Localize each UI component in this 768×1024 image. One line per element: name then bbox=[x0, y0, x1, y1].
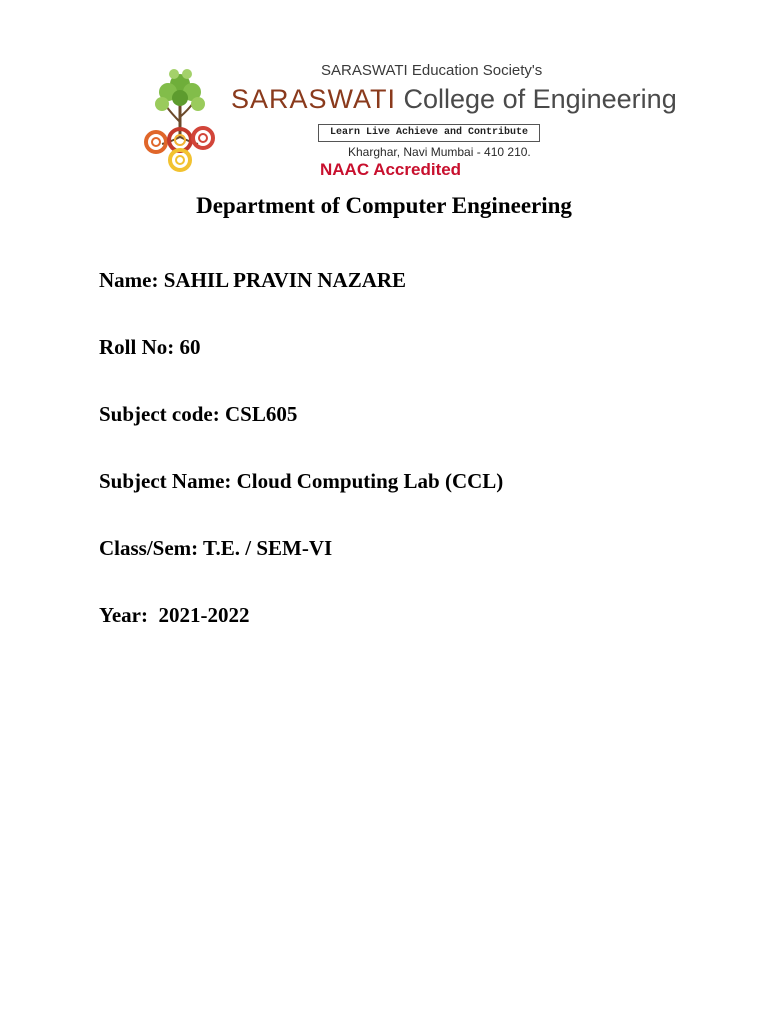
department-title: Department of Computer Engineering bbox=[196, 193, 572, 218]
subject-name-label: Subject Name: bbox=[99, 469, 232, 493]
student-details bbox=[99, 268, 503, 670]
subject-name-field bbox=[99, 469, 503, 536]
roll-no-field bbox=[99, 335, 503, 402]
tree-emblem-icon bbox=[140, 62, 220, 172]
roll-no-label: Roll No: bbox=[99, 335, 175, 359]
subject-code-label: Subject code: bbox=[99, 402, 220, 426]
class-sem-label: Class/Sem: bbox=[99, 536, 199, 560]
naac-accreditation: NAAC Accredited bbox=[320, 160, 462, 179]
year-value: 2021-2022 bbox=[153, 603, 250, 627]
subject-code-value: CSL605 bbox=[224, 402, 298, 426]
subject-code-field bbox=[99, 402, 503, 469]
college-name-rest: College of Engineering bbox=[396, 84, 677, 114]
college-tagline: Learn Live Achieve and Contribute bbox=[318, 124, 540, 142]
college-header bbox=[140, 56, 677, 186]
college-address: Kharghar, Navi Mumbai - 410 210. bbox=[348, 145, 531, 159]
year-label: Year: bbox=[99, 603, 148, 627]
society-name: SARASWATI Education Society's bbox=[321, 62, 543, 79]
class-sem-field bbox=[99, 536, 503, 603]
year-field bbox=[99, 603, 503, 670]
subject-name-value: Cloud Computing Lab (CCL) bbox=[236, 469, 504, 493]
name-field bbox=[99, 268, 503, 335]
roll-no-value: 60 bbox=[179, 335, 201, 359]
class-sem-value: T.E. / SEM-VI bbox=[203, 536, 333, 560]
college-name bbox=[231, 84, 677, 115]
name-value: SAHIL PRAVIN NAZARE bbox=[163, 268, 407, 292]
name-label: Name: bbox=[99, 268, 159, 292]
college-brand: SARASWATI bbox=[231, 84, 397, 114]
